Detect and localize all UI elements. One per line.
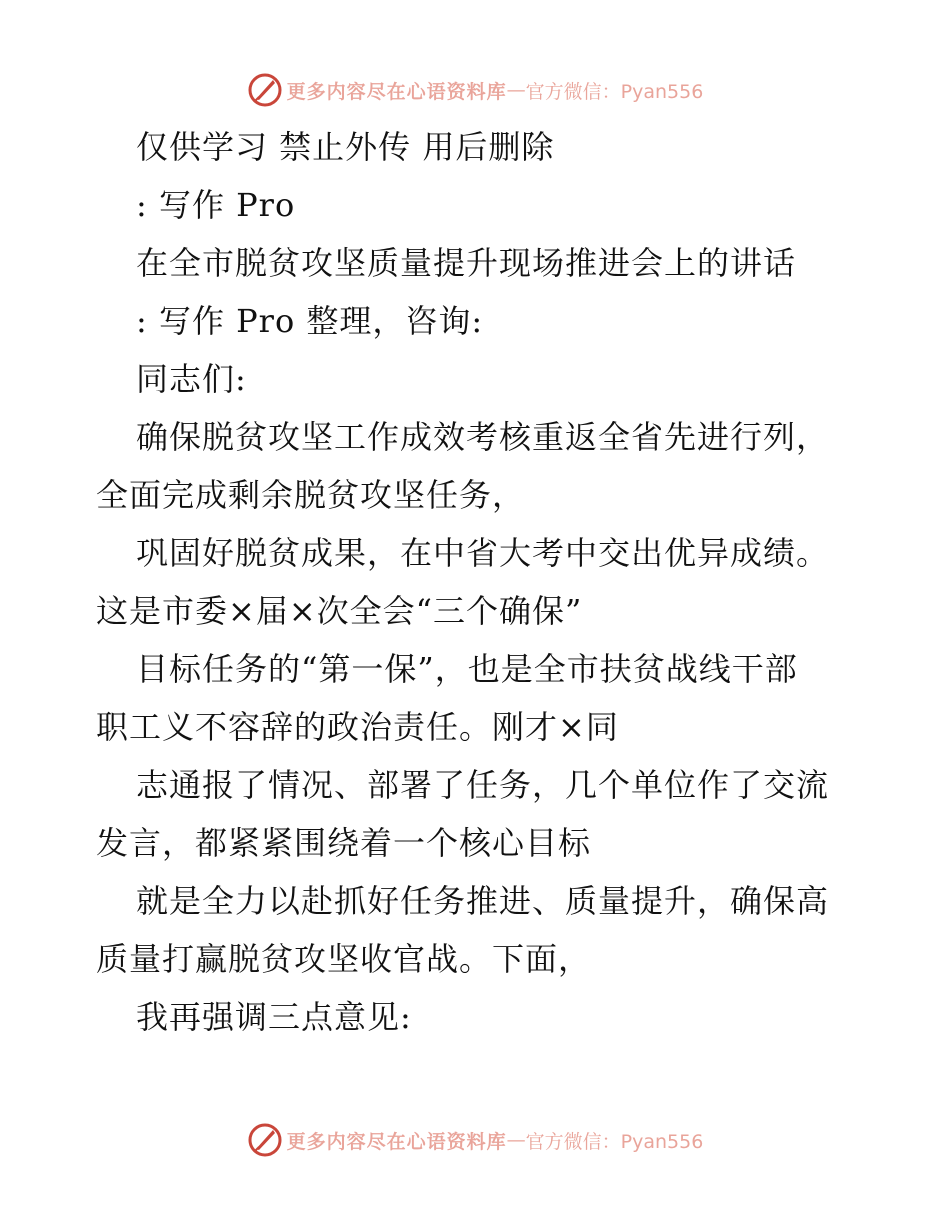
banner-separator: — xyxy=(506,79,526,101)
banner-separator: — xyxy=(506,1129,526,1151)
salutation: 同志们: xyxy=(136,360,247,398)
text-line: 目标任务的“第一保”，也是全市扶贫战线干部 xyxy=(136,650,798,688)
footer-banner xyxy=(0,1120,950,1160)
banner-wechat: 官方微信：Pyan556 xyxy=(525,1130,704,1153)
text-line: : 写作 Pro 整理，咨询: xyxy=(136,302,484,340)
document-title: 在全市脱贫攻坚质量提升现场推进会上的讲话 xyxy=(136,244,797,282)
text-line: 我再强调三点意见: xyxy=(136,998,412,1036)
text-line: 就是全力以赴抓好任务推进、质量提升，确保高 xyxy=(136,882,830,920)
text-line: 发言，都紧紧围绕着一个核心目标 xyxy=(96,824,592,862)
text-line: 仅供学习 禁止外传 用后删除 xyxy=(136,128,555,166)
quill-logo-icon xyxy=(247,72,283,108)
document-body xyxy=(96,118,856,1046)
text-line: 全面完成剩余脱贫攻坚任务， xyxy=(96,476,526,514)
text-line: : 写作 Pro xyxy=(136,186,296,224)
text-line: 志通报了情况、部署了任务，几个单位作了交流 xyxy=(136,766,830,804)
text-line: 确保脱贫攻坚工作成效考核重返全省先进行列， xyxy=(136,418,830,456)
text-line: 职工义不容辞的政治责任。刚才×同 xyxy=(96,708,619,746)
text-line: 质量打赢脱贫攻坚收官战。下面， xyxy=(96,940,592,978)
header-banner xyxy=(0,70,950,110)
banner-text: 更多内容尽在心语资料库 xyxy=(286,80,507,103)
quill-logo-icon xyxy=(247,1122,283,1158)
banner-text: 更多内容尽在心语资料库 xyxy=(286,1130,507,1153)
banner-wechat: 官方微信：Pyan556 xyxy=(525,80,704,103)
text-line: 巩固好脱贫成果，在中省大考中交出优异成绩。 xyxy=(136,534,830,572)
text-line: 这是市委×届×次全会“三个确保” xyxy=(96,592,583,630)
